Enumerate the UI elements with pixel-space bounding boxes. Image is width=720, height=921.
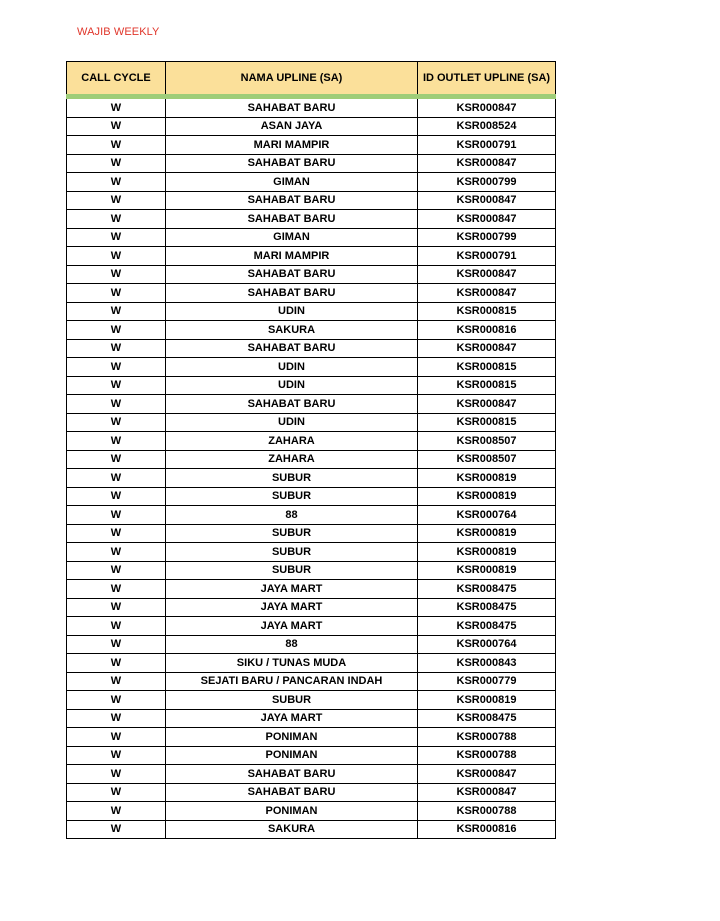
nama-upline-cell: UDIN: [166, 376, 418, 395]
nama-upline-cell: UDIN: [166, 413, 418, 432]
table-row: [67, 191, 556, 210]
call-cycle-cell: W: [67, 136, 166, 155]
table-row: [67, 284, 556, 303]
id-outlet-cell: KSR000815: [418, 358, 556, 377]
call-cycle-cell: W: [67, 284, 166, 303]
nama-upline-cell: GIMAN: [166, 228, 418, 247]
id-outlet-cell: KSR000788: [418, 746, 556, 765]
call-cycle-cell: W: [67, 173, 166, 192]
table-row: [67, 598, 556, 617]
id-outlet-cell: KSR008475: [418, 580, 556, 599]
table-row: [67, 154, 556, 173]
table-row: [67, 746, 556, 765]
id-outlet-cell: KSR008475: [418, 598, 556, 617]
nama-upline-cell: PONIMAN: [166, 746, 418, 765]
table-row: [67, 635, 556, 654]
call-cycle-cell: W: [67, 672, 166, 691]
table-row: [67, 321, 556, 340]
call-cycle-cell: W: [67, 746, 166, 765]
nama-upline-cell: SAHABAT BARU: [166, 339, 418, 358]
table-row: [67, 173, 556, 192]
nama-upline-cell: PONIMAN: [166, 728, 418, 747]
call-cycle-cell: W: [67, 339, 166, 358]
id-outlet-cell: KSR000788: [418, 802, 556, 821]
nama-upline-cell: JAYA MART: [166, 598, 418, 617]
nama-upline-cell: 88: [166, 635, 418, 654]
nama-upline-cell: SUBUR: [166, 524, 418, 543]
table-row: [67, 376, 556, 395]
table-row: [67, 765, 556, 784]
call-cycle-cell: W: [67, 247, 166, 266]
nama-upline-cell: 88: [166, 506, 418, 525]
call-cycle-cell: W: [67, 191, 166, 210]
table-row: [67, 580, 556, 599]
call-cycle-cell: W: [67, 524, 166, 543]
nama-upline-cell: SAKURA: [166, 321, 418, 340]
call-cycle-cell: W: [67, 654, 166, 673]
nama-upline-cell: SUBUR: [166, 543, 418, 562]
header-row: [67, 62, 556, 97]
id-outlet-cell: KSR008524: [418, 117, 556, 136]
call-cycle-cell: W: [67, 691, 166, 710]
call-cycle-cell: W: [67, 117, 166, 136]
nama-upline-cell: SUBUR: [166, 691, 418, 710]
id-outlet-cell: KSR000819: [418, 524, 556, 543]
nama-upline-cell: SIKU / TUNAS MUDA: [166, 654, 418, 673]
table-row: [67, 561, 556, 580]
nama-upline-cell: SAHABAT BARU: [166, 765, 418, 784]
call-cycle-cell: W: [67, 728, 166, 747]
call-cycle-cell: W: [67, 321, 166, 340]
call-cycle-cell: W: [67, 97, 166, 118]
nama-upline-cell: SAHABAT BARU: [166, 265, 418, 284]
call-cycle-cell: W: [67, 617, 166, 636]
call-cycle-cell: W: [67, 635, 166, 654]
table-row: [67, 97, 556, 118]
page-title: WAJIB WEEKLY: [77, 26, 160, 38]
nama-upline-cell: ZAHARA: [166, 432, 418, 451]
nama-upline-cell: ZAHARA: [166, 450, 418, 469]
id-outlet-cell: KSR008507: [418, 432, 556, 451]
table-row: [67, 395, 556, 414]
nama-upline-cell: SAHABAT BARU: [166, 210, 418, 229]
call-cycle-cell: W: [67, 598, 166, 617]
table-row: [67, 339, 556, 358]
id-outlet-cell: KSR000791: [418, 136, 556, 155]
id-outlet-cell: KSR000819: [418, 561, 556, 580]
id-outlet-cell: KSR000819: [418, 469, 556, 488]
call-cycle-cell: W: [67, 302, 166, 321]
table-row: [67, 709, 556, 728]
id-outlet-cell: KSR000764: [418, 506, 556, 525]
id-outlet-cell: KSR000847: [418, 265, 556, 284]
call-cycle-cell: W: [67, 802, 166, 821]
call-cycle-cell: W: [67, 265, 166, 284]
id-outlet-cell: KSR000843: [418, 654, 556, 673]
id-outlet-cell: KSR000816: [418, 321, 556, 340]
call-cycle-cell: W: [67, 543, 166, 562]
nama-upline-cell: SAKURA: [166, 820, 418, 839]
id-outlet-cell: KSR000815: [418, 376, 556, 395]
table-row: [67, 247, 556, 266]
call-cycle-cell: W: [67, 376, 166, 395]
id-outlet-cell: KSR000819: [418, 691, 556, 710]
id-outlet-cell: KSR000791: [418, 247, 556, 266]
nama-upline-cell: SAHABAT BARU: [166, 395, 418, 414]
table-row: [67, 117, 556, 136]
nama-upline-cell: SEJATI BARU / PANCARAN INDAH: [166, 672, 418, 691]
table-row: [67, 506, 556, 525]
id-outlet-cell: KSR008475: [418, 617, 556, 636]
table-row: [67, 728, 556, 747]
id-outlet-cell: KSR000764: [418, 635, 556, 654]
table-row: [67, 469, 556, 488]
table-row: [67, 302, 556, 321]
nama-upline-cell: SAHABAT BARU: [166, 97, 418, 118]
nama-upline-cell: SUBUR: [166, 487, 418, 506]
call-cycle-cell: W: [67, 506, 166, 525]
call-cycle-cell: W: [67, 228, 166, 247]
table-row: [67, 617, 556, 636]
nama-upline-cell: UDIN: [166, 358, 418, 377]
call-cycle-cell: W: [67, 450, 166, 469]
id-outlet-cell: KSR000847: [418, 395, 556, 414]
id-outlet-cell: KSR000788: [418, 728, 556, 747]
call-cycle-cell: W: [67, 820, 166, 839]
nama-upline-cell: MARI MAMPIR: [166, 136, 418, 155]
table-row: [67, 654, 556, 673]
table-row: [67, 802, 556, 821]
id-outlet-cell: KSR000847: [418, 783, 556, 802]
nama-upline-cell: SAHABAT BARU: [166, 154, 418, 173]
nama-upline-cell: SUBUR: [166, 561, 418, 580]
table-row: [67, 450, 556, 469]
table-row: [67, 432, 556, 451]
call-cycle-cell: W: [67, 358, 166, 377]
table-row: [67, 524, 556, 543]
table-row: [67, 691, 556, 710]
id-outlet-cell: KSR000819: [418, 487, 556, 506]
call-cycle-cell: W: [67, 561, 166, 580]
nama-upline-cell: PONIMAN: [166, 802, 418, 821]
table-row: [67, 228, 556, 247]
nama-upline-cell: JAYA MART: [166, 580, 418, 599]
nama-upline-cell: JAYA MART: [166, 617, 418, 636]
table-row: [67, 543, 556, 562]
id-outlet-cell: KSR000847: [418, 765, 556, 784]
call-cycle-cell: W: [67, 487, 166, 506]
nama-upline-cell: SAHABAT BARU: [166, 191, 418, 210]
id-outlet-cell: KSR000815: [418, 413, 556, 432]
col-header-nama-upline: NAMA UPLINE (SA): [166, 62, 418, 97]
id-outlet-cell: KSR000816: [418, 820, 556, 839]
nama-upline-cell: SUBUR: [166, 469, 418, 488]
table-row: [67, 136, 556, 155]
nama-upline-cell: ASAN JAYA: [166, 117, 418, 136]
id-outlet-cell: KSR000847: [418, 284, 556, 303]
id-outlet-cell: KSR000819: [418, 543, 556, 562]
nama-upline-cell: GIMAN: [166, 173, 418, 192]
table-row: [67, 210, 556, 229]
call-cycle-cell: W: [67, 783, 166, 802]
id-outlet-cell: KSR000847: [418, 97, 556, 118]
id-outlet-cell: KSR000847: [418, 210, 556, 229]
id-outlet-cell: KSR000799: [418, 228, 556, 247]
table-body: [67, 97, 556, 839]
call-cycle-cell: W: [67, 580, 166, 599]
table-row: [67, 265, 556, 284]
col-header-call-cycle: CALL CYCLE: [67, 62, 166, 97]
call-cycle-cell: W: [67, 210, 166, 229]
call-cycle-cell: W: [67, 395, 166, 414]
call-cycle-cell: W: [67, 765, 166, 784]
id-outlet-cell: KSR000815: [418, 302, 556, 321]
upline-table: [66, 61, 556, 839]
table-row: [67, 672, 556, 691]
nama-upline-cell: SAHABAT BARU: [166, 783, 418, 802]
id-outlet-cell: KSR008507: [418, 450, 556, 469]
call-cycle-cell: W: [67, 469, 166, 488]
nama-upline-cell: SAHABAT BARU: [166, 284, 418, 303]
nama-upline-cell: MARI MAMPIR: [166, 247, 418, 266]
call-cycle-cell: W: [67, 709, 166, 728]
id-outlet-cell: KSR000847: [418, 191, 556, 210]
id-outlet-cell: KSR000799: [418, 173, 556, 192]
id-outlet-cell: KSR000847: [418, 339, 556, 358]
nama-upline-cell: JAYA MART: [166, 709, 418, 728]
table-row: [67, 358, 556, 377]
table-row: [67, 820, 556, 839]
id-outlet-cell: KSR000847: [418, 154, 556, 173]
table-row: [67, 487, 556, 506]
nama-upline-cell: UDIN: [166, 302, 418, 321]
call-cycle-cell: W: [67, 413, 166, 432]
table-row: [67, 413, 556, 432]
id-outlet-cell: KSR000779: [418, 672, 556, 691]
call-cycle-cell: W: [67, 154, 166, 173]
table-row: [67, 783, 556, 802]
col-header-id-outlet: ID OUTLET UPLINE (SA): [418, 62, 556, 97]
call-cycle-cell: W: [67, 432, 166, 451]
id-outlet-cell: KSR008475: [418, 709, 556, 728]
